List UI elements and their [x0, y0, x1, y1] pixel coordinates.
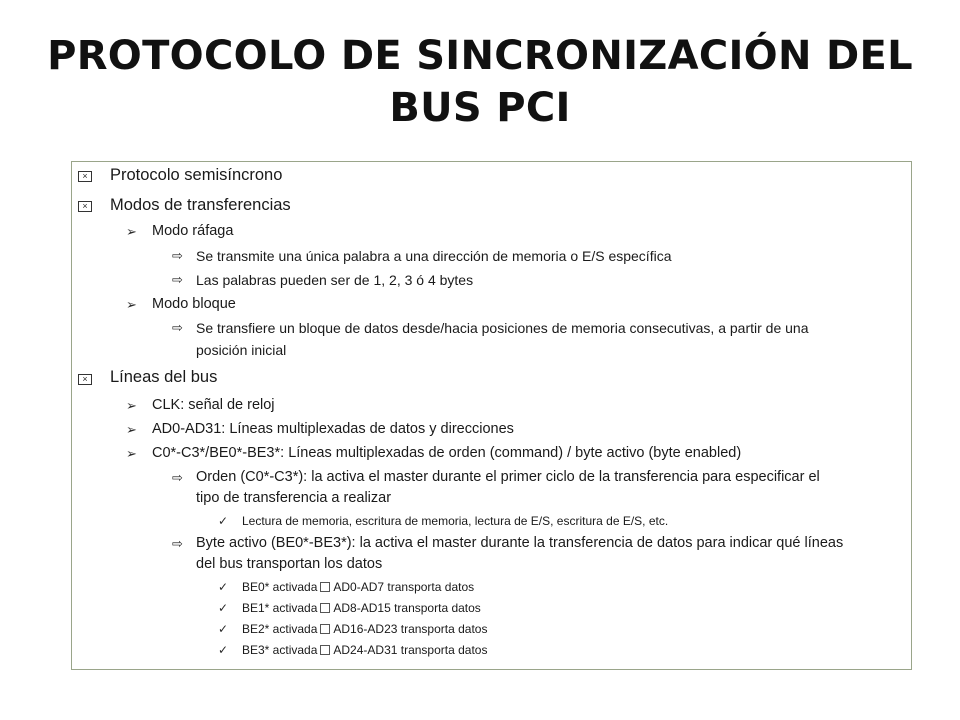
be2-label: BE2* activada	[242, 622, 318, 636]
outline-item-rafaga-2: Las palabras pueden ser de 1, 2, 3 ó 4 bytes	[196, 272, 474, 288]
checkmark-bullet-icon: ✓	[218, 643, 229, 657]
square-placeholder-icon	[320, 603, 330, 613]
outline-item-modo-rafaga: Modo ráfaga	[152, 223, 234, 239]
checkmark-bullet-icon: ✓	[218, 622, 229, 636]
arrowhead-bullet-icon: ➢	[126, 422, 137, 437]
double-arrow-bullet-icon: ⇨	[172, 470, 183, 485]
title-line-1: PROTOCOLO DE SINCRONIZACIÓN DEL	[47, 33, 913, 79]
be1-label: BE1* activada	[242, 601, 318, 615]
double-arrow-bullet-icon: ⇨	[172, 320, 183, 335]
outline-item-lineas: Líneas del bus	[110, 368, 218, 386]
checkmark-bullet-icon: ✓	[218, 580, 229, 594]
slide-title	[0, 30, 960, 134]
be3-lines: AD24-AD31 transporta datos	[333, 643, 488, 657]
outline-item-rafaga-1: Se transmite una única palabra a una dirección de memoria o E/S específica	[196, 248, 672, 264]
title-line-2: BUS PCI	[389, 85, 571, 131]
outline-item-byte-b: del bus transportan los datos	[196, 556, 383, 572]
outline-item-orden-b: tipo de transferencia a realizar	[196, 490, 392, 506]
outline-item-orden-a: Orden (C0*-C3*): la activa el master durante el primer ciclo de la transferencia para especificar el	[196, 469, 820, 485]
outline-item-cbe: C0*-C3*/BE0*-BE3*: Líneas multiplexadas de orden (command) / byte activo (byte enabled)	[152, 445, 742, 461]
outline-item-ad: AD0-AD31: Líneas multiplexadas de datos y direcciones	[152, 421, 514, 437]
checkmark-bullet-icon: ✓	[218, 514, 229, 528]
outline-item-orden-check: Lectura de memoria, escritura de memoria, lectura de E/S, escritura de E/S, etc.	[242, 514, 669, 528]
outline-item-byte-a: Byte activo (BE0*-BE3*): la activa el master durante la transferencia de datos para indicar qué líneas	[196, 535, 844, 551]
double-arrow-bullet-icon: ⇨	[172, 272, 183, 287]
outline-image-box	[71, 161, 912, 670]
outline-item-modo-bloque: Modo bloque	[152, 296, 236, 312]
double-arrow-bullet-icon: ⇨	[172, 248, 183, 263]
boxed-x-bullet-icon: ×	[78, 171, 92, 182]
outline-item-modos: Modos de transferencias	[110, 196, 291, 214]
square-placeholder-icon	[320, 645, 330, 655]
outline-item-clk: CLK: señal de reloj	[152, 397, 275, 413]
outline-item-bloque-1b: posición inicial	[196, 342, 287, 358]
be3-label: BE3* activada	[242, 643, 318, 657]
be0-label: BE0* activada	[242, 580, 318, 594]
be2-lines: AD16-AD23 transporta datos	[333, 622, 488, 636]
checkmark-bullet-icon: ✓	[218, 601, 229, 615]
square-placeholder-icon	[320, 624, 330, 634]
outline-item-be2	[242, 622, 487, 636]
outline-item-protocolo: Protocolo semisíncrono	[110, 166, 283, 184]
arrowhead-bullet-icon: ➢	[126, 398, 137, 413]
be1-lines: AD8-AD15 transporta datos	[333, 601, 481, 615]
square-placeholder-icon	[320, 582, 330, 592]
outline-item-be3	[242, 643, 487, 657]
arrowhead-bullet-icon: ➢	[126, 224, 137, 239]
boxed-x-bullet-icon: ×	[78, 201, 92, 212]
outline-item-bloque-1a: Se transfiere un bloque de datos desde/hacia posiciones de memoria consecutivas, a partir de una	[196, 320, 809, 336]
double-arrow-bullet-icon: ⇨	[172, 536, 183, 551]
boxed-x-bullet-icon: ×	[78, 374, 92, 385]
outline-item-be0	[242, 580, 474, 594]
outline-item-be1	[242, 601, 481, 615]
arrowhead-bullet-icon: ➢	[126, 297, 137, 312]
arrowhead-bullet-icon: ➢	[126, 446, 137, 461]
be0-lines: AD0-AD7 transporta datos	[333, 580, 475, 594]
